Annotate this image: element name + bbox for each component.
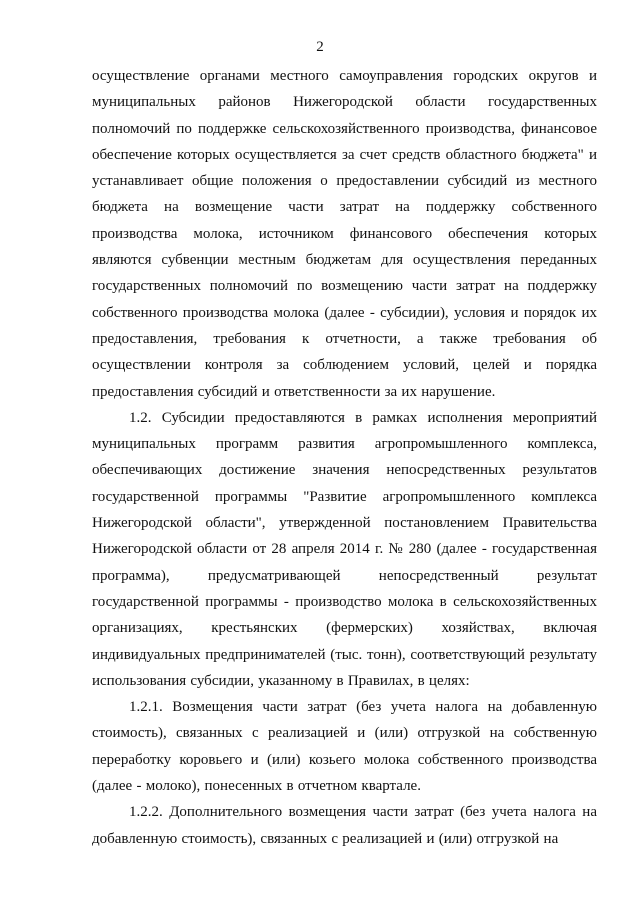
- paragraph-1-2: 1.2. Субсидии предоставляются в рамках исполнения мероприятий муниципальных программ развития агропромышленного комплекса, обеспечивающих достижение значения непосредственных результатов государственной программы "Развитие агропромышленного комплекса Нижегородской области", утвержденной постановлением Правительства Нижегородской области от 28 апреля 2014 г. № 280 (далее - государственная программа), предусматривающей непосредственный результат государственной программы - производство молока в сельскохозяйственных организациях, крестьянских (фермерских) хозяйствах, включая индивидуальных предпринимателей (тыс. тонн), соответствующий результату использования субсидии, указанному в Правилах, в целях:: [92, 409, 597, 689]
- paragraph-1-2-2: 1.2.2. Дополнительного возмещения части затрат (без учета налога на добавленную стоимость), связанных с реализацией и (или) отгрузкой на: [92, 804, 597, 847]
- paragraph-1-2-1: 1.2.1. Возмещения части затрат (без учета налога на добавленную стоимость), связанных с реализацией и (или) отгрузкой на собственную переработку коровьего и (или) козьего молока собственного производства (далее - молоко), понесенных в отчетном квартале.: [92, 699, 597, 795]
- document-body: [92, 63, 597, 852]
- page-number: 2: [316, 39, 324, 55]
- paragraph-intro-continued: осуществление органами местного самоуправления городских округов и муниципальных районов Нижегородской области государственных полномочий по поддержке сельскохозяйственного производства, финансовое обеспечение которых осуществляется за счет средств областного бюджета" и устанавливает общие положения о предоставлении субсидий из местного бюджета на возмещение части затрат на поддержку собственного производства молока, источником финансового обеспечения которых являются субвенции местным бюджетам для осуществления переданных государственных полномочий по возмещению части затрат на поддержку собственного производства молока (далее - субсидии), условия и порядок их предоставления, требования к отчетности, а также требования об осуществлении контроля за соблюдением условий, целей и порядка предоставления субсидий и ответственности за их нарушение.: [92, 68, 597, 400]
